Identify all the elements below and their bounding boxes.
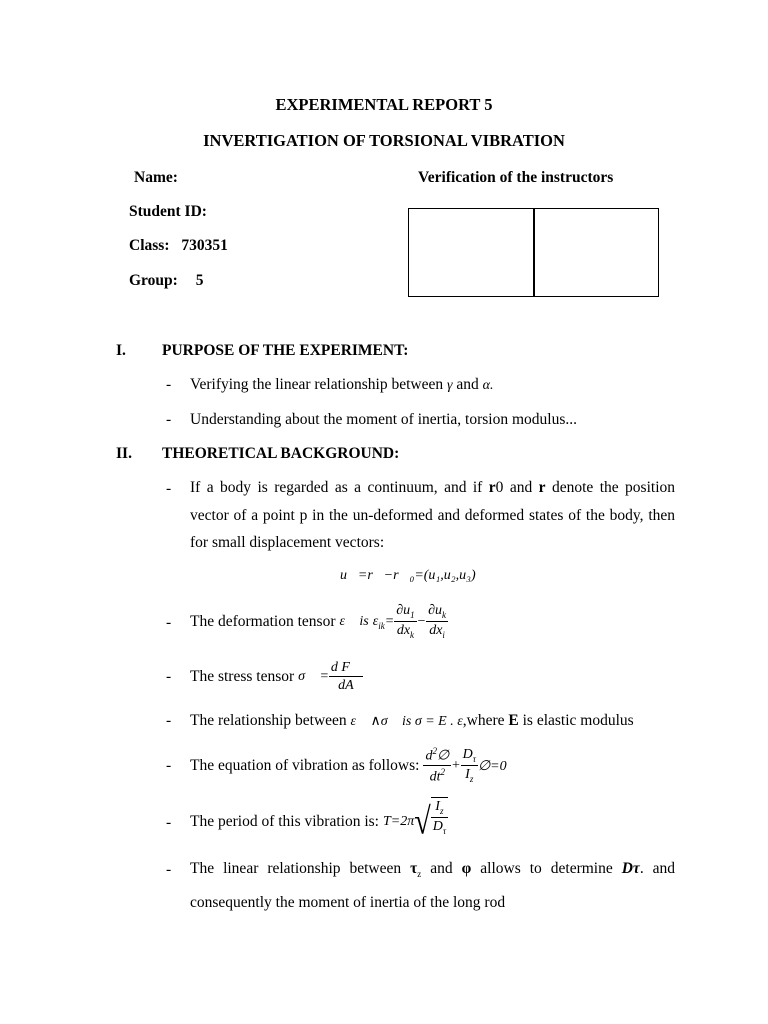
report-title: EXPERIMENTAL REPORT 5 [275,95,493,114]
bullet-dash: - [166,861,172,878]
sqrt-sign: √ [414,800,431,842]
gamma-symbol: γ [446,378,453,393]
relationship-line: The relationship between ε⃗ ∧σ⃗ is σ = E . ε,where E is elastic modulus [190,712,634,729]
class-value: 730351 [181,237,228,254]
verification-box-left [408,208,535,297]
group-label: Group: [129,272,178,289]
section1-title: PURPOSE OF THE EXPERIMENT: [162,342,409,359]
group-line [129,272,203,290]
bullet-dash: - [166,757,172,774]
deformation-formula: $\varepsilon_{ik}=$ [372,613,395,631]
stress-line: The stress tensor σ⃗ = $\frac{\text{d F⃗}}{dA}$ [190,660,361,693]
bullet-dash: - [166,814,172,831]
period-line: The period of this vibration is: T=2π √ $\frac{I_z}{D_\tau}$ [190,798,447,842]
section1-number: I. [116,342,126,359]
report-subtitle: INVERTIGATION OF TORSIONAL VIBRATION [203,131,565,150]
class-label: Class: [129,237,170,254]
bullet-dash: - [166,376,172,393]
du-dx-fraction: $\frac{\partial u_1}{dx_k}$ [396,603,415,640]
bullet-dash: - [166,668,172,685]
student-id-label: Student ID: [129,203,207,220]
section1-bullet-2: Understanding about the moment of inertia, torsion modulus... [190,411,578,428]
vibration-line: The equation of vibration as follows: $\frac{d^2\emptyset}{dt^2}$ + $\frac{D_\tau}{I_z}$ ∅=0 [190,746,507,785]
alpha-symbol: α. [482,378,494,393]
stress-formula: σ⃗ = [298,669,329,684]
bullet-dash: - [166,411,172,428]
verification-box-right [533,208,659,297]
group-value: 5 [195,272,204,289]
section2-title: THEORETICAL BACKGROUND: [162,445,400,462]
bullet-dash: - [166,480,172,497]
dF-dA-fraction: $\frac{\text{d F⃗}}{dA}$ [330,660,361,693]
duk-dxi-fraction: $\frac{\partial u_k}{dx_i}$ [428,603,447,640]
Iz-D-fraction: $\frac{I_z}{D_\tau}$ [432,798,447,836]
bullet-dash: - [166,614,172,631]
name-label: Name: [134,169,178,186]
verification-label: Verification of the instructors [418,169,614,186]
continuum-paragraph: If a body is regarded as a continuum, and if r0 and r denote the position vector of a point p in the un-deformed and deformed states of the body, then for small displacement vectors: [190,479,676,551]
section2-number: II. [116,445,132,462]
period-formula: T=2π [382,814,415,829]
deformation-line: The deformation tensor ε⃗ is $\varepsilon_{ik}=$ $\frac{\partial u_1}{dx_k}$ − $\frac{\partial u_k}{dx_i}$ [190,603,447,640]
bullet-dash: - [166,712,172,729]
section1-bullet-1: Verifying the linear relationship between γ and α. [190,376,494,393]
D-Iz-fraction: $\frac{D_\tau}{I_z}$ [462,747,476,784]
class-line [129,237,228,255]
d2phi-dt2-fraction: $\frac{d^2\emptyset}{dt^2}$ [425,746,450,785]
linear-relationship-paragraph: The linear relationship between $\tau_z$ and φ allows to determine Dτ. and consequently the moment of inertia of the long rod [190,860,676,911]
displacement-equation: u⃗=r⃗−r⃗₀=(u₁,u₂,u₃) [340,568,476,583]
